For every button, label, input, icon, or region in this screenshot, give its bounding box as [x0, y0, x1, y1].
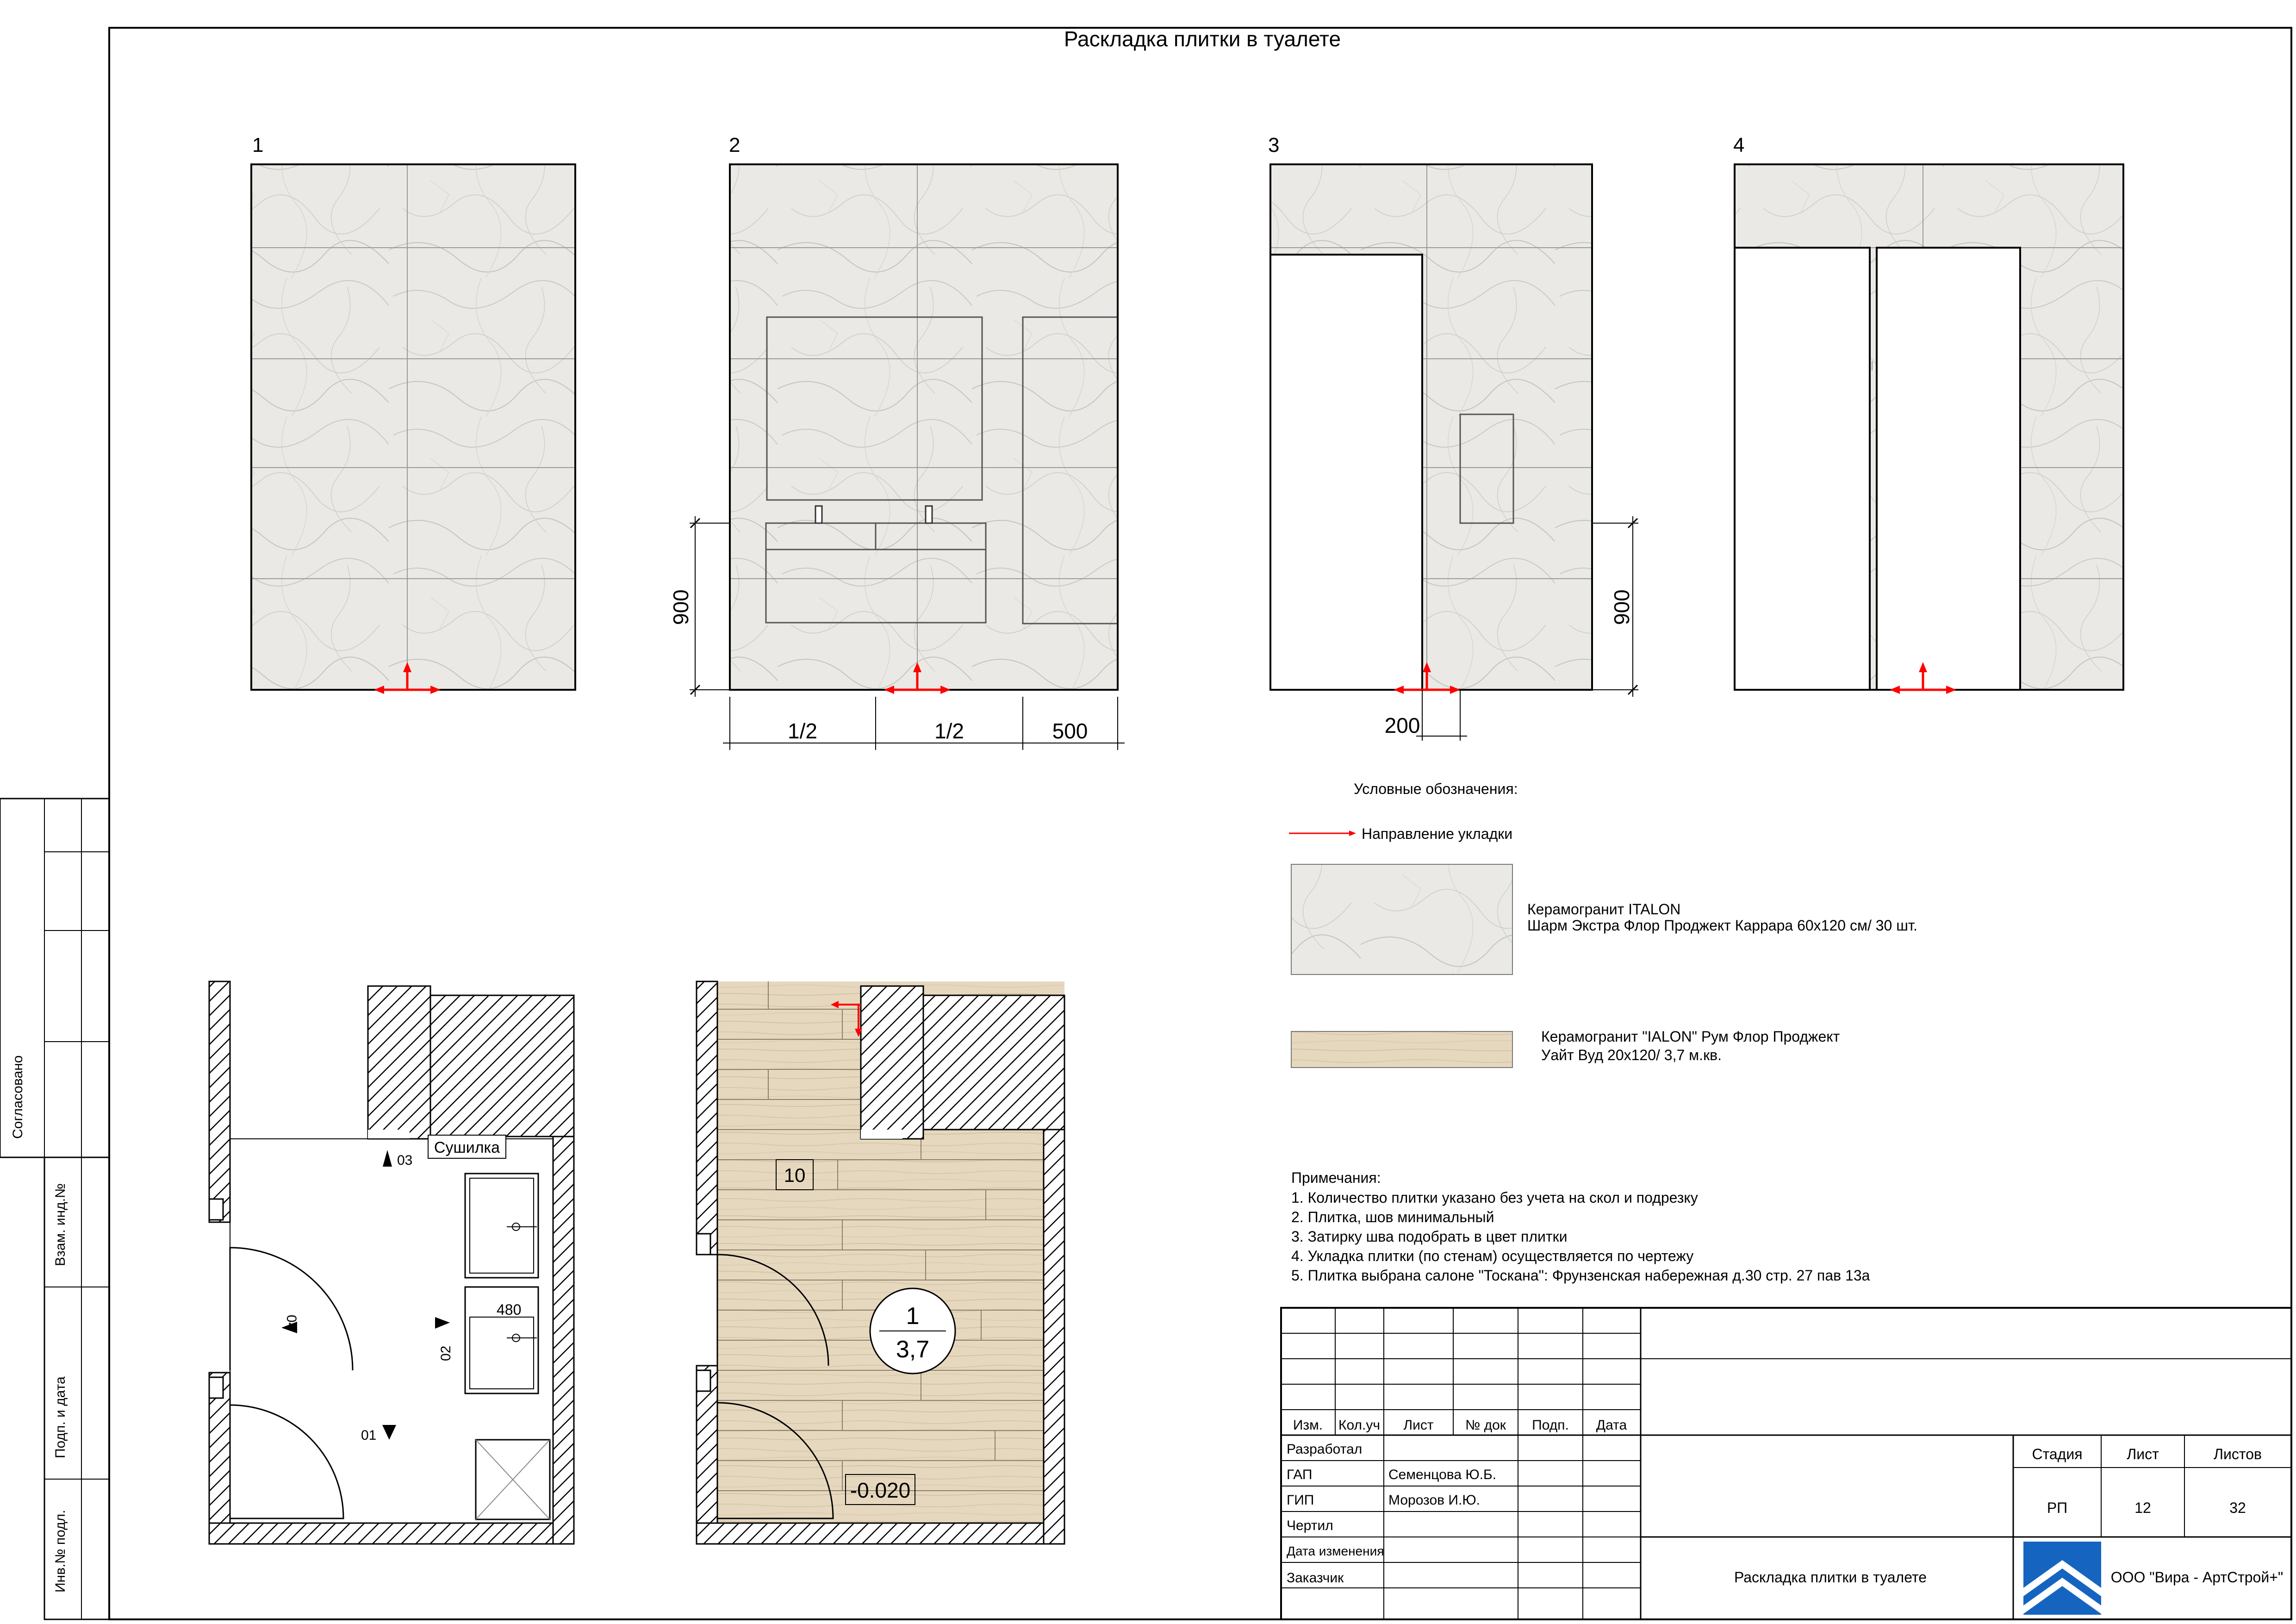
notes-title: Примечания:	[1291, 1169, 1381, 1186]
marker-01: 01	[361, 1428, 377, 1443]
tb-role-developed: Разработал	[1287, 1442, 1363, 1457]
tb-header-doc: № док	[1465, 1418, 1506, 1433]
floor-level: -0.020	[850, 1478, 911, 1502]
faucet-icon	[926, 506, 932, 523]
room-area: 3,7	[896, 1336, 930, 1363]
legend-direction: Направление укладки	[1362, 825, 1513, 842]
stamp-sign-date: Подп. и дата	[53, 1376, 68, 1458]
door-right	[1877, 248, 2020, 690]
door-swing-upper	[230, 1248, 353, 1370]
tb-header-sign: Подп.	[1532, 1418, 1569, 1433]
side-stamp	[0, 799, 109, 1619]
tb-header-rev: Изм.	[1293, 1418, 1323, 1433]
tb-header-qty: Кол.уч	[1338, 1418, 1380, 1433]
width-dimension: 200	[1384, 713, 1420, 737]
elevation-2	[669, 134, 1125, 750]
room-number: 1	[906, 1303, 920, 1330]
dimension-500: 500	[1052, 719, 1088, 743]
stamp-inv-original: Инв.№ подл.	[53, 1510, 68, 1593]
floor-plan-furniture	[209, 981, 574, 1544]
tb-sheet: 12	[2134, 1499, 2151, 1516]
tb-sheets: 32	[2229, 1499, 2246, 1516]
faucet-icon	[815, 506, 822, 523]
legend	[1289, 781, 1917, 1068]
stamp-agreed: Согласовано	[10, 1055, 25, 1139]
elevation-4	[1733, 134, 2123, 694]
dimension-half-1: 1/2	[788, 719, 817, 743]
tb-name-gip: Морозов И.Ю.	[1388, 1493, 1480, 1508]
tb-sheet-label: Лист	[2127, 1446, 2159, 1462]
door-opening	[1270, 255, 1422, 690]
tb-role-drawn: Чертил	[1287, 1518, 1333, 1533]
dimension-half-2: 1/2	[934, 719, 964, 743]
tb-role-gap: ГАП	[1287, 1467, 1313, 1482]
note-1: 1. Количество плитки указано без учета на скол и подрезку	[1291, 1189, 1698, 1206]
marker-01-icon	[382, 1425, 396, 1440]
tb-header-date: Дата	[1596, 1418, 1627, 1433]
swatch-wood-tile	[1291, 1031, 1512, 1068]
note-2: 2. Плитка, шов минимальный	[1291, 1209, 1494, 1225]
notes	[1291, 1169, 1870, 1284]
tb-company: ООО "Вира - АртСтрой+"	[2110, 1569, 2284, 1586]
marker-02-icon	[435, 1317, 450, 1329]
note-5: 5. Плитка выбрана салоне "Тоскана": Фрунзенская набережная д.30 стр. 27 пав 13а	[1291, 1267, 1870, 1284]
elevation-4-label: 4	[1733, 134, 1745, 156]
tb-role-changed: Дата изменения	[1287, 1544, 1384, 1558]
elevation-2-label: 2	[729, 134, 740, 156]
height-dimension: 900	[1610, 589, 1634, 625]
company-logo-icon	[2023, 1542, 2101, 1615]
legend-tile1-line2: Шарм Экстра Флор Проджект Каррара 60x120 см/ 30 шт.	[1527, 917, 1917, 934]
sheet-title: Раскладка плитки в туалете	[1064, 27, 1341, 51]
elevation-3	[1268, 134, 1638, 741]
elevation-3-label: 3	[1268, 134, 1280, 156]
tb-role-gip: ГИП	[1287, 1493, 1314, 1508]
swatch-marble-tile	[1291, 864, 1512, 974]
tb-stage-label: Стадия	[2032, 1446, 2083, 1462]
tb-drawing-title: Раскладка плитки в туалете	[1734, 1569, 1927, 1586]
dryer-label: Сушилка	[434, 1139, 500, 1156]
tb-stage: РП	[2047, 1499, 2068, 1516]
marker-03: 03	[397, 1153, 413, 1168]
tb-role-customer: Заказчик	[1287, 1570, 1344, 1586]
elevation-1	[251, 134, 575, 694]
room-tag: 10	[784, 1164, 806, 1186]
marker-04: 04	[284, 1315, 299, 1330]
legend-title: Условные обозначения:	[1354, 781, 1518, 797]
height-dimension: 900	[669, 589, 693, 625]
door-swing-lower	[230, 1405, 343, 1518]
stamp-replace-inv: Взам. инд.№	[53, 1183, 68, 1266]
floor-plan-tiling	[697, 981, 1064, 1544]
sink-unit-upper	[465, 1174, 538, 1278]
marker-03-icon	[383, 1150, 392, 1167]
legend-tile2-line1: Керамогранит "IALON" Рум Флор Проджект	[1541, 1028, 1840, 1045]
door-left	[1735, 248, 1870, 690]
elevation-1-label: 1	[252, 134, 264, 156]
tb-name-gap: Семенцова Ю.Б.	[1388, 1467, 1497, 1482]
title-block	[1281, 1308, 2291, 1619]
legend-tile1-line1: Керамогранит ITALON	[1527, 901, 1681, 918]
tb-header-sheet: Лист	[1403, 1418, 1434, 1433]
marker-02: 02	[438, 1345, 454, 1361]
tb-sheets-label: Листов	[2214, 1446, 2262, 1462]
legend-tile2-line2: Уайт Вуд 20x120/ 3,7 м.кв.	[1541, 1047, 1722, 1063]
note-4: 4. Укладка плитки (по стенам) осуществляется по чертежу	[1291, 1248, 1694, 1264]
dimension-480: 480	[497, 1301, 522, 1318]
note-3: 3. Затирку шва подобрать в цвет плитки	[1291, 1228, 1568, 1245]
